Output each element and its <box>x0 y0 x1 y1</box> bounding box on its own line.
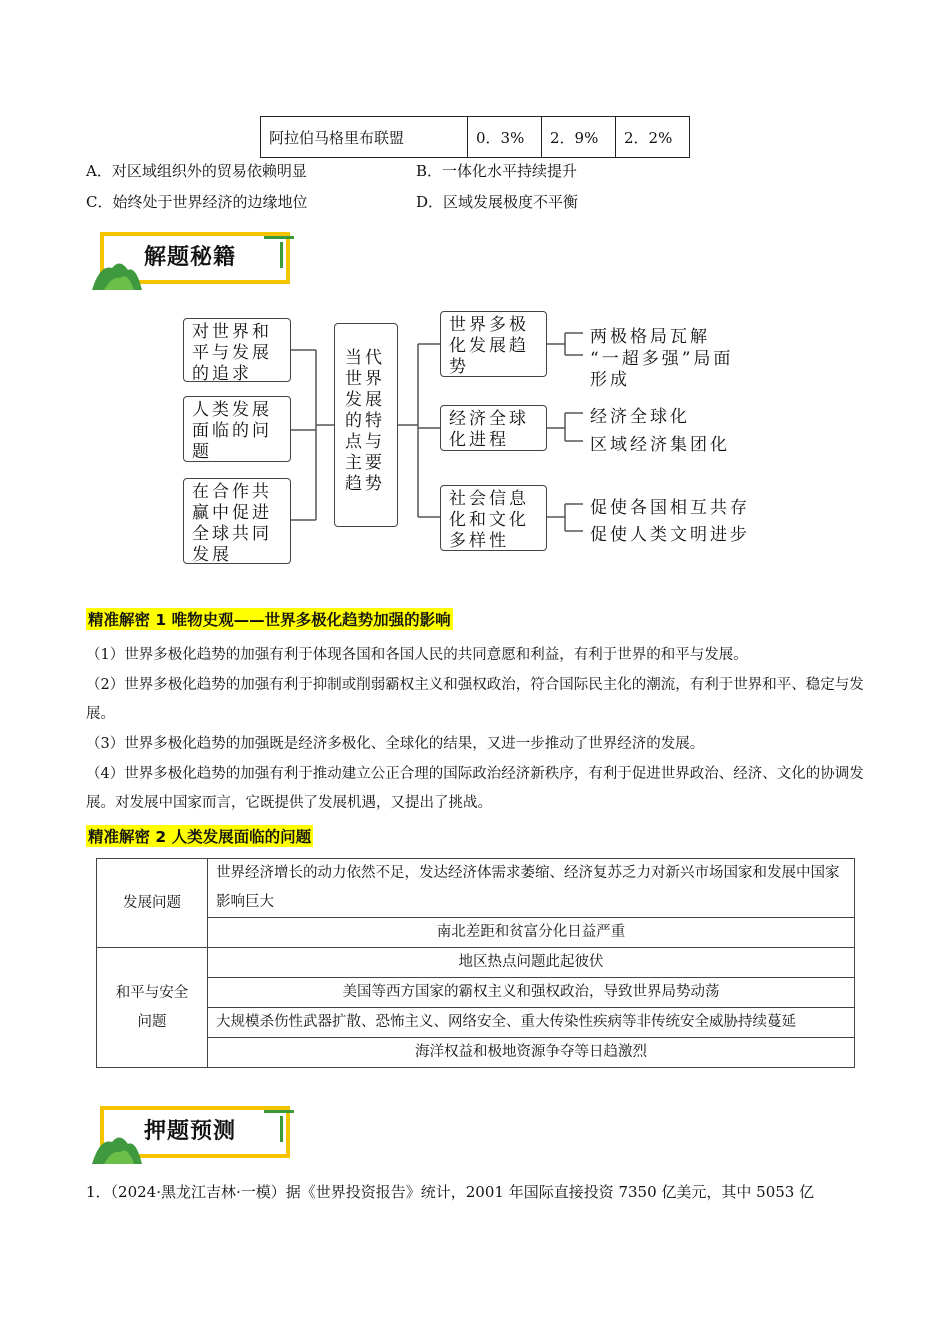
table-cell: 0．3% <box>468 117 542 158</box>
paragraph: （4）世界多极化趋势的加强有利于推动建立公正合理的国际政治经济新秩序，有利于促进世界政治、经济、文化的协调发展。对发展中国家而言，它既提供了发展机遇，又提出了挑战。 <box>86 766 864 811</box>
hill-icon <box>90 1130 150 1164</box>
table-cell: 地区热点问题此起彼伏 <box>208 948 855 978</box>
paragraph: （2）世界多极化趋势的加强有利于抑制或削弱霸权主义和强权政治，符合国际民主化的潮流，有利于世界和平、稳定与发展。 <box>86 677 864 722</box>
mindmap-node: 对世界和平与发展的追求 <box>183 318 291 382</box>
table-cell: 美国等西方国家的霸权主义和强权政治，导致世界局势动荡 <box>208 978 855 1008</box>
table-row <box>97 948 855 978</box>
mindmap-node: 社会信息化和文化多样性 <box>440 485 547 551</box>
banner-accent <box>264 1110 294 1113</box>
mindmap-leaf: 促使各国相互共存 <box>590 498 750 518</box>
table-cell: 2．2% <box>616 117 690 158</box>
mindmap-node: 世界多极化发展趋势 <box>440 311 547 377</box>
table-row <box>97 1008 855 1038</box>
table-row-label: 发展问题 <box>97 859 208 948</box>
section-heading: 精准解密 1 唯物史观——世界多极化趋势加强的影响 <box>86 608 453 630</box>
paragraph: （1）世界多极化趋势的加强有利于体现各国和各国人民的共同意愿和利益，有利于世界的和平与发展。 <box>86 647 748 663</box>
table-cell: 世界经济增长的动力依然不足，发达经济体需求萎缩、经济复苏乏力对新兴市场国家和发展中国家影响巨大 <box>208 859 855 918</box>
table-cell: 2．9% <box>542 117 616 158</box>
mindmap-leaf: 两极格局瓦解 <box>590 327 710 347</box>
mindmap-leaf: 促使人类文明进步 <box>590 525 750 545</box>
mindmap-center-node: 当代世界发展的特点与主要趋势 <box>334 323 398 527</box>
option-c: C．始终处于世界经济的边缘地位 <box>86 193 308 211</box>
section-banner <box>90 1102 295 1162</box>
table-cell: 大规模杀伤性武器扩散、恐怖主义、网络安全、重大传染性疾病等非传统安全威胁持续蔓延 <box>208 1008 855 1038</box>
table-row <box>97 918 855 948</box>
banner-title: 押题预测 <box>144 1119 237 1144</box>
table-row <box>97 978 855 1008</box>
mindmap-node: 在合作共赢中促进全球共同发展 <box>183 478 291 564</box>
table-row <box>97 859 855 918</box>
mindmap-leaf: 区域经济集团化 <box>590 435 730 455</box>
banner-accent <box>280 1116 283 1142</box>
table-row <box>97 1038 855 1068</box>
table-cell: 南北差距和贫富分化日益严重 <box>208 918 855 948</box>
mindmap-leaf: 形成 <box>590 370 630 390</box>
mindmap-leaf: 经济全球化 <box>590 407 690 427</box>
option-a: A．对区域组织外的贸易依赖明显 <box>86 162 307 180</box>
mindmap-leaf: “一超多强”局面 <box>590 349 734 369</box>
table-row-label: 和平与安全问题 <box>97 948 208 1068</box>
option-d: D．区域发展极度不平衡 <box>416 193 579 211</box>
mindmap-node: 人类发展面临的问题 <box>183 396 291 462</box>
question-text: 1．（2024·黑龙江吉林·一模）据《世界投资报告》统计，2001 年国际直接投资 7350 亿美元，其中 5053 亿 <box>86 1183 815 1201</box>
problems-table <box>96 858 855 1068</box>
table-cell: 阿拉伯马格里布联盟 <box>261 117 468 158</box>
table-cell: 海洋权益和极地资源争夺等日趋激烈 <box>208 1038 855 1068</box>
option-b: B．一体化水平持续提升 <box>416 162 578 180</box>
mindmap-node: 经济全球化进程 <box>440 405 547 451</box>
banner-title: 解题秘籍 <box>144 245 237 270</box>
section-heading: 精准解密 2 人类发展面临的问题 <box>86 825 313 847</box>
paragraph: （3）世界多极化趋势的加强既是经济多极化、全球化的结果，又进一步推动了世界经济的发展。 <box>86 736 705 752</box>
